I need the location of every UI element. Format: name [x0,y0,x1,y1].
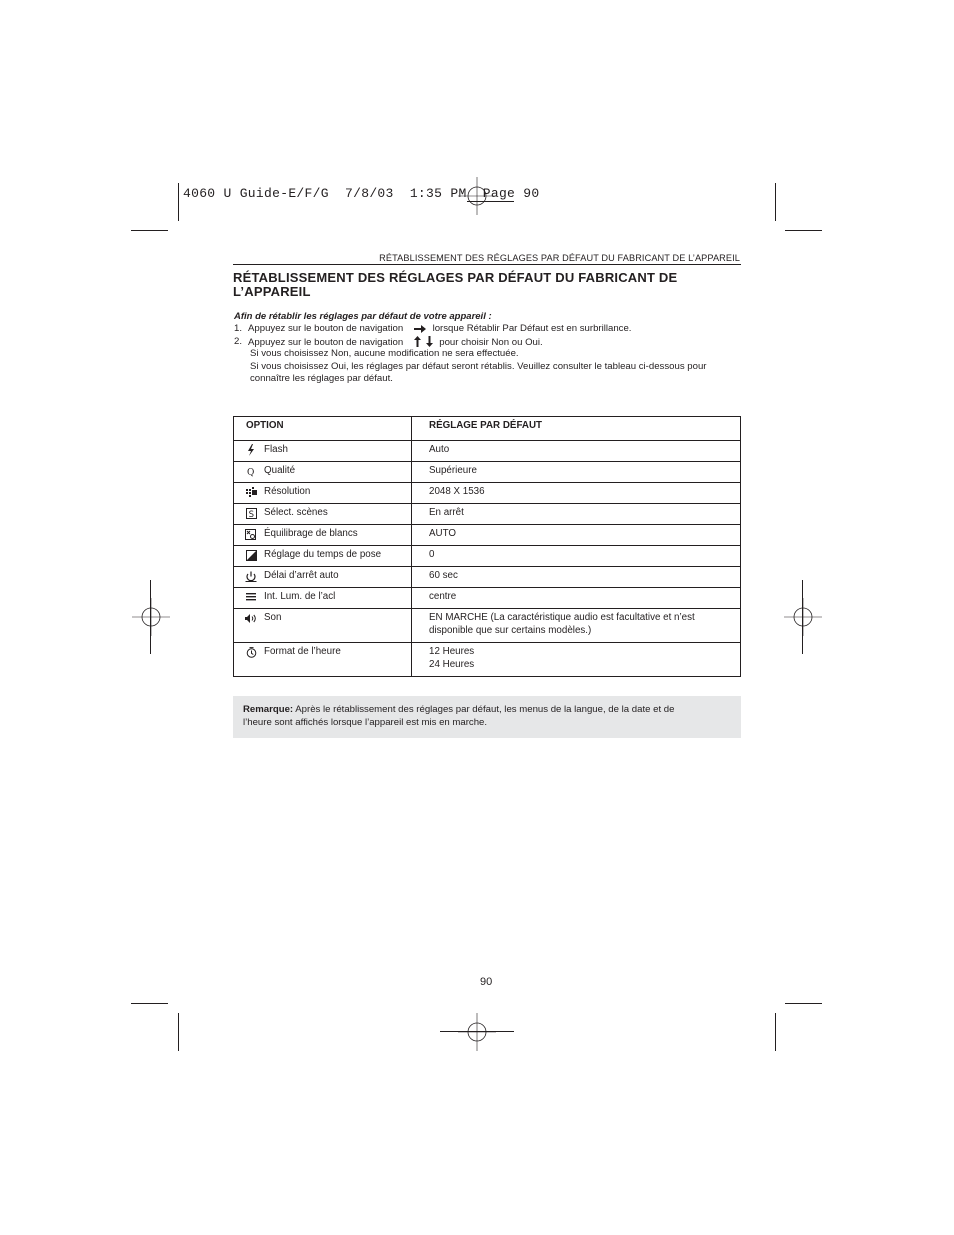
svg-text:S: S [248,509,254,519]
table-row [234,483,741,504]
step-text: lorsque Rétablir Par Défaut est en surbrillance. [432,323,632,334]
option-label: Équilibrage de blancs [264,528,358,539]
header-rule [233,264,741,265]
intro-text: Afin de rétablir les réglages par défaut de votre appareil : [234,311,492,322]
default-value: AUTO [429,528,457,539]
table-row [234,504,741,525]
power-off-icon [244,570,258,582]
resolution-icon [244,486,258,498]
white-balance-icon [244,528,258,540]
table-row [234,525,741,546]
table-row [234,567,741,588]
default-value: 12 Heures [429,646,475,657]
running-header: RÉTABLISSEMENT DES RÉGLAGES PAR DÉFAUT DU FABRICANT DE L’APPAREIL [379,253,740,263]
registration-mark-icon [132,598,170,636]
default-value: EN MARCHE (La caractéristique audio est facultative et n’est [429,612,695,623]
page-title-line1: RÉTABLISSEMENT DES RÉGLAGES PAR DÉFAUT DU FABRICANT DE [233,270,678,285]
default-value: centre [429,591,457,602]
step-text: Appuyez sur le bouton de navigation [248,336,404,348]
registration-mark-icon [458,1013,496,1051]
option-label: Réglage du temps de pose [264,549,382,560]
scene-icon [244,507,258,519]
table-row [234,546,741,567]
default-value: disponible que sur certains modèles.) [429,624,592,636]
table-row [234,588,741,609]
registration-mark-icon [784,598,822,636]
step-2-detail: connaître les réglages par défaut. [250,373,393,385]
option-label: Format de l’heure [264,646,341,657]
note-text: l’heure sont affichés lorsque l’appareil est mis en marche. [243,717,488,728]
printer-slug: 4060 U Guide-E/F/G 7/8/03 1:35 PM Page 90 [183,186,540,201]
step-number: 1. [234,323,243,334]
crop-mark [785,1003,822,1004]
sound-icon [244,612,258,624]
page-number: 90 [480,976,493,988]
default-value: Auto [429,444,450,455]
crop-mark [150,580,151,654]
note-box [233,696,741,738]
svg-text:Q: Q [247,467,255,477]
table-row [234,462,741,483]
crop-mark [802,580,803,654]
step-2-detail: Si vous choisissez Oui, les réglages par défaut seront rétablis. Veuillez consulter le tableau ci-dessous pour [250,360,707,372]
crop-mark [775,183,776,221]
crop-mark [178,183,179,221]
option-label: Sélect. scènes [264,507,328,518]
step-number: 2. [234,335,243,347]
crop-mark [440,1031,514,1032]
option-label: Flash [264,444,288,455]
page-title-line2: L’APPAREIL [233,284,311,299]
slug-underline [467,201,514,202]
steps-list [234,323,741,386]
crop-mark [775,1013,776,1051]
step-1 [234,323,741,336]
column-header-option: OPTION [234,417,412,441]
default-value: En arrêt [429,507,464,518]
option-label: Son [264,612,282,623]
defaults-table [233,416,741,677]
crop-mark [131,230,168,231]
option-label: Résolution [264,486,311,497]
default-value: 24 Heures [429,658,475,670]
default-value: Supérieure [429,465,477,476]
crop-mark [131,1003,168,1004]
page-title [233,271,733,299]
quality-icon [244,465,258,477]
note-label: Remarque: [243,704,294,715]
step-text: pour choisir Non ou Oui. [439,336,543,348]
option-label: Délai d’arrêt auto [264,570,339,581]
step-2 [234,336,741,349]
table-row [234,643,741,677]
clock-icon [244,646,258,658]
default-value: 0 [429,549,435,560]
table-row [234,441,741,462]
step-text: Appuyez sur le bouton de navigation [248,323,404,334]
table-row [234,609,741,643]
crop-mark [785,230,822,231]
lcd-brightness-icon [244,591,258,603]
exposure-icon [244,549,258,561]
column-header-default: RÉGLAGE PAR DÉFAUT [412,417,741,441]
flash-icon [244,444,258,456]
note-text: Après le rétablissement des réglages par défaut, les menus de la langue, de la date et de [293,704,675,715]
crop-mark [178,1013,179,1051]
default-value: 60 sec [429,570,458,581]
option-label: Qualité [264,465,296,476]
step-2-detail: Si vous choisissez Non, aucune modification ne sera effectuée. [250,348,519,360]
option-label: Int. Lum. de l’acl [264,591,336,602]
table-header-row [234,417,741,441]
default-value: 2048 X 1536 [429,486,485,497]
